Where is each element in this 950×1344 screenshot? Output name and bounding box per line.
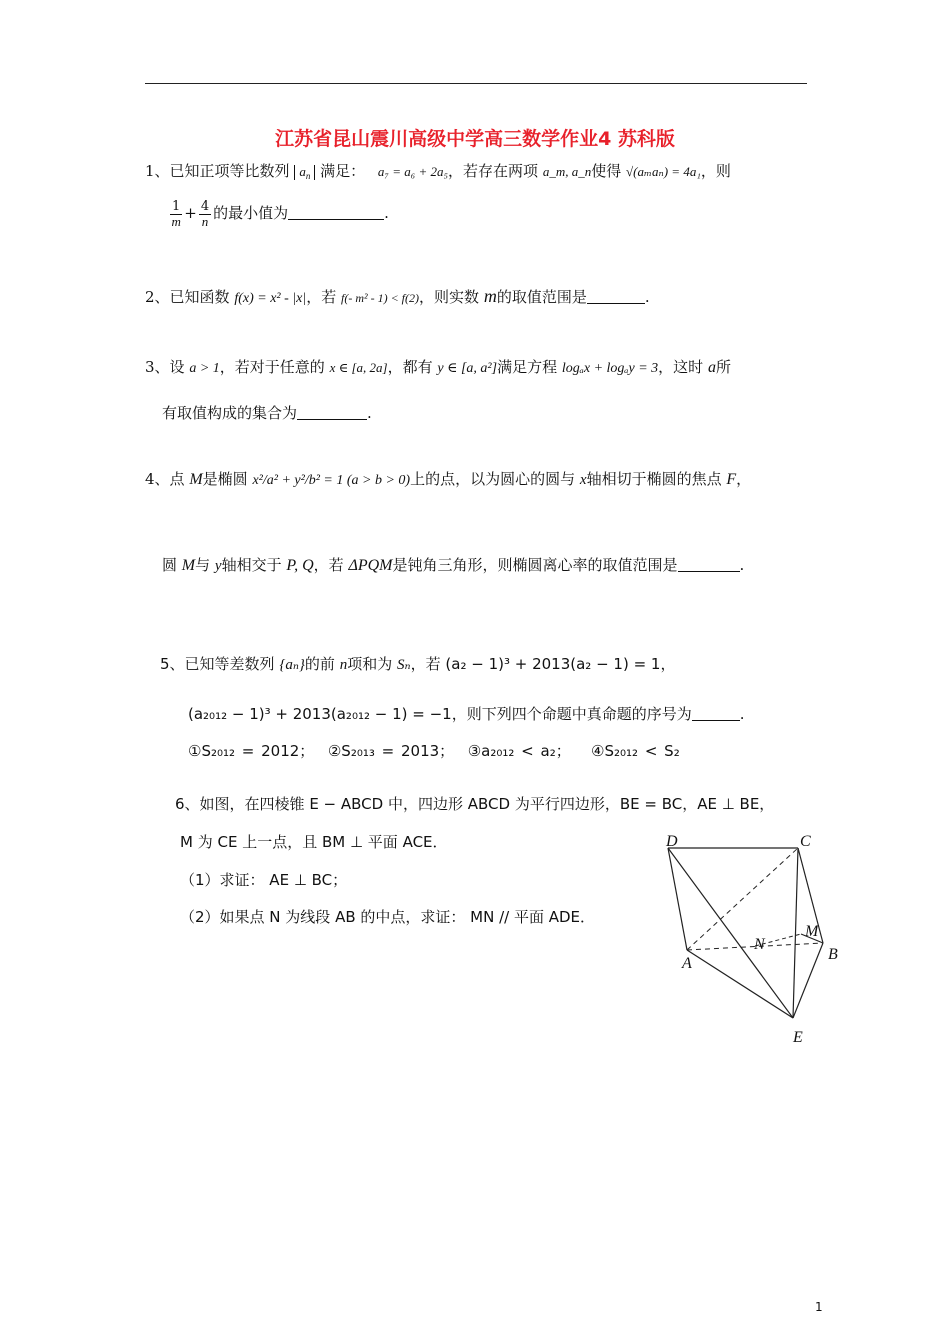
text: ，都有: [387, 358, 433, 376]
question-4-line-2: [162, 556, 744, 575]
text: 上的点，以: [410, 470, 486, 488]
sequence-symbol: a: [299, 164, 306, 179]
denominator: m: [171, 213, 181, 229]
text: ，若: [313, 556, 344, 574]
numerator: 4: [200, 199, 210, 214]
edge-de: [668, 848, 793, 1018]
text: 是椭圆: [202, 470, 248, 488]
text: ，则: [700, 162, 731, 180]
text: （2）如果点 N 为线段 AB 的中点，求证： MN // 平面 ADE．: [180, 908, 596, 926]
answer-blank: [297, 405, 367, 420]
question-5-line-1: [160, 655, 675, 674]
question-number: 4、: [145, 470, 170, 488]
question-4-line-1: [145, 470, 751, 490]
answer-blank: [288, 205, 384, 220]
question-1-line-2: $\frac{1}{m}$ + $\frac{4}{n}$ 的最小值为 .: [171, 199, 389, 229]
variable: m: [483, 286, 497, 306]
label-m: M: [805, 923, 819, 940]
text: 轴相切于椭圆的焦点: [586, 470, 722, 488]
equation-1: (a₂ − 1)³ + 2013(a₂ − 1) = 1: [445, 655, 661, 673]
root-condition: √(aₘaₙ) = 4a₁: [626, 164, 701, 179]
sequence: {aₙ}: [279, 657, 305, 673]
text: ，若对于任意的: [219, 358, 325, 376]
triangle-pqm: ΔPQM: [348, 557, 393, 574]
label-b: B: [828, 946, 838, 963]
answer-blank: [678, 557, 740, 572]
question-5-line-2: [188, 705, 745, 723]
ellipse-equation: x²/a² + y²/b² = 1 (a > b > 0): [252, 473, 411, 488]
page-title: 江苏省昆山震川高级中学高三数学作业4 苏科版: [275, 128, 675, 150]
text: ，这时: [658, 358, 704, 376]
log-equation: logₐx + logₐy = 3: [561, 361, 659, 376]
text: 已知函数: [169, 288, 230, 306]
x-axis-symbol: x: [579, 472, 587, 488]
text: 为圆心的圆与: [485, 470, 576, 488]
question-6-part-1: [180, 871, 347, 889]
denominator: n: [201, 213, 209, 229]
option-4: ④S₂₀₁₂ < S₂: [591, 742, 680, 760]
text: ，则实数: [419, 288, 480, 306]
label-e: E: [793, 1029, 803, 1046]
edge-da: [668, 848, 687, 950]
answer-blank: [692, 706, 740, 721]
edge-ae: [687, 950, 793, 1018]
text: 使得: [591, 162, 622, 180]
text: 已知正项等比数列: [169, 162, 290, 180]
edge-ac-hidden: [687, 848, 798, 950]
question-6-line-1: [175, 795, 774, 813]
sum-sn: Sₙ: [397, 657, 411, 673]
text: 满足方程: [497, 358, 558, 376]
terms: a_m, a_n: [542, 164, 592, 179]
text: 与: [195, 556, 211, 574]
text: 是钝角三角形，则椭圆离心率的取值范围是: [392, 556, 678, 574]
text: 已知等差数列: [184, 655, 275, 673]
text: 如图，在四棱锥 E − ABCD 中，四边形 ABCD 为平行四边形，BE = BC，AE ⊥ BE，: [199, 795, 775, 813]
text: .: [644, 288, 650, 306]
fraction-1-over-m: [170, 200, 182, 228]
fraction-4-over-n: [199, 200, 211, 228]
question-6-part-2: [180, 908, 595, 926]
recurrence-formula: a₇ = a₆ + 2a₅: [377, 164, 449, 179]
point-m: M: [181, 557, 196, 574]
text: ，: [736, 470, 752, 488]
answer-blank: [587, 289, 645, 304]
point-m: M: [189, 471, 203, 488]
question-1-line-1: [145, 162, 731, 182]
option-3: ③a₂₀₁₂ < a₂；: [467, 742, 571, 760]
text: 轴相交于: [221, 556, 282, 574]
text: .: [384, 204, 389, 223]
text: 的前: [304, 655, 335, 673]
label-c: C: [800, 833, 811, 850]
inequality: f(- m² - 1) < f(2): [341, 291, 420, 305]
question-3-line-2: [162, 404, 372, 422]
text: 所: [715, 358, 731, 376]
question-number: 3、: [145, 358, 170, 376]
option-1: ①S₂₀₁₂ = 2012；: [188, 742, 315, 760]
variable: a: [707, 359, 716, 376]
text: 的取值范围是: [496, 288, 587, 306]
text: .: [739, 556, 745, 574]
condition: a > 1: [189, 361, 220, 376]
points-pq: P, Q: [286, 557, 314, 574]
text: 满足：: [320, 162, 366, 180]
option-2: ②S₂₀₁₃ = 2013；: [327, 742, 455, 760]
edge-ce: [793, 848, 798, 1018]
equation-2: (a₂₀₁₂ − 1)³ + 2013(a₂₀₁₂ − 1) = −1: [188, 705, 452, 723]
question-number: 5、: [160, 655, 185, 673]
text: 设: [169, 358, 185, 376]
focus-f: F: [726, 471, 737, 488]
edge-be: [793, 943, 823, 1018]
question-number: 6、: [175, 795, 200, 813]
question-5-options: [188, 742, 680, 760]
text: ，则下列四个命题中真命题的序号为: [451, 705, 692, 723]
function-definition: f(x) = x² - |x|: [234, 291, 307, 306]
label-d: D: [666, 833, 678, 850]
pyramid-figure: [660, 828, 850, 1053]
text: .: [739, 705, 745, 723]
text: 项和为: [347, 655, 393, 673]
text: 的最小值为: [213, 204, 289, 223]
text: 有取值构成的集合为: [162, 404, 298, 422]
question-2: [145, 286, 650, 308]
label-a: A: [682, 955, 692, 972]
header-rule: [145, 83, 807, 84]
text: （1）求证： AE ⊥ BC；: [180, 871, 348, 889]
question-number: 2、: [145, 288, 170, 306]
numerator: 1: [172, 199, 181, 214]
sequence-notation: $a_n$: [294, 165, 315, 180]
question-6-line-2: [180, 833, 448, 851]
label-n: N: [754, 936, 765, 953]
page-number: 1: [815, 1300, 823, 1314]
text: 点: [169, 470, 185, 488]
variable-n: n: [339, 657, 348, 673]
question-3-line-1: [145, 358, 731, 378]
condition: y ∈ [a, a²]: [437, 361, 498, 376]
text: 圆: [162, 556, 178, 574]
condition: x ∈ [a, 2a]: [329, 360, 388, 375]
y-axis-symbol: y: [214, 558, 222, 574]
text: M 为 CE 上一点，且 BM ⊥ 平面 ACE．: [180, 833, 448, 851]
text: .: [367, 404, 372, 422]
question-number: 1、: [145, 162, 170, 180]
text: ，若: [306, 288, 337, 306]
text: ，若存在两项: [448, 162, 539, 180]
text: ，: [660, 655, 676, 673]
text: ，若: [410, 655, 441, 673]
